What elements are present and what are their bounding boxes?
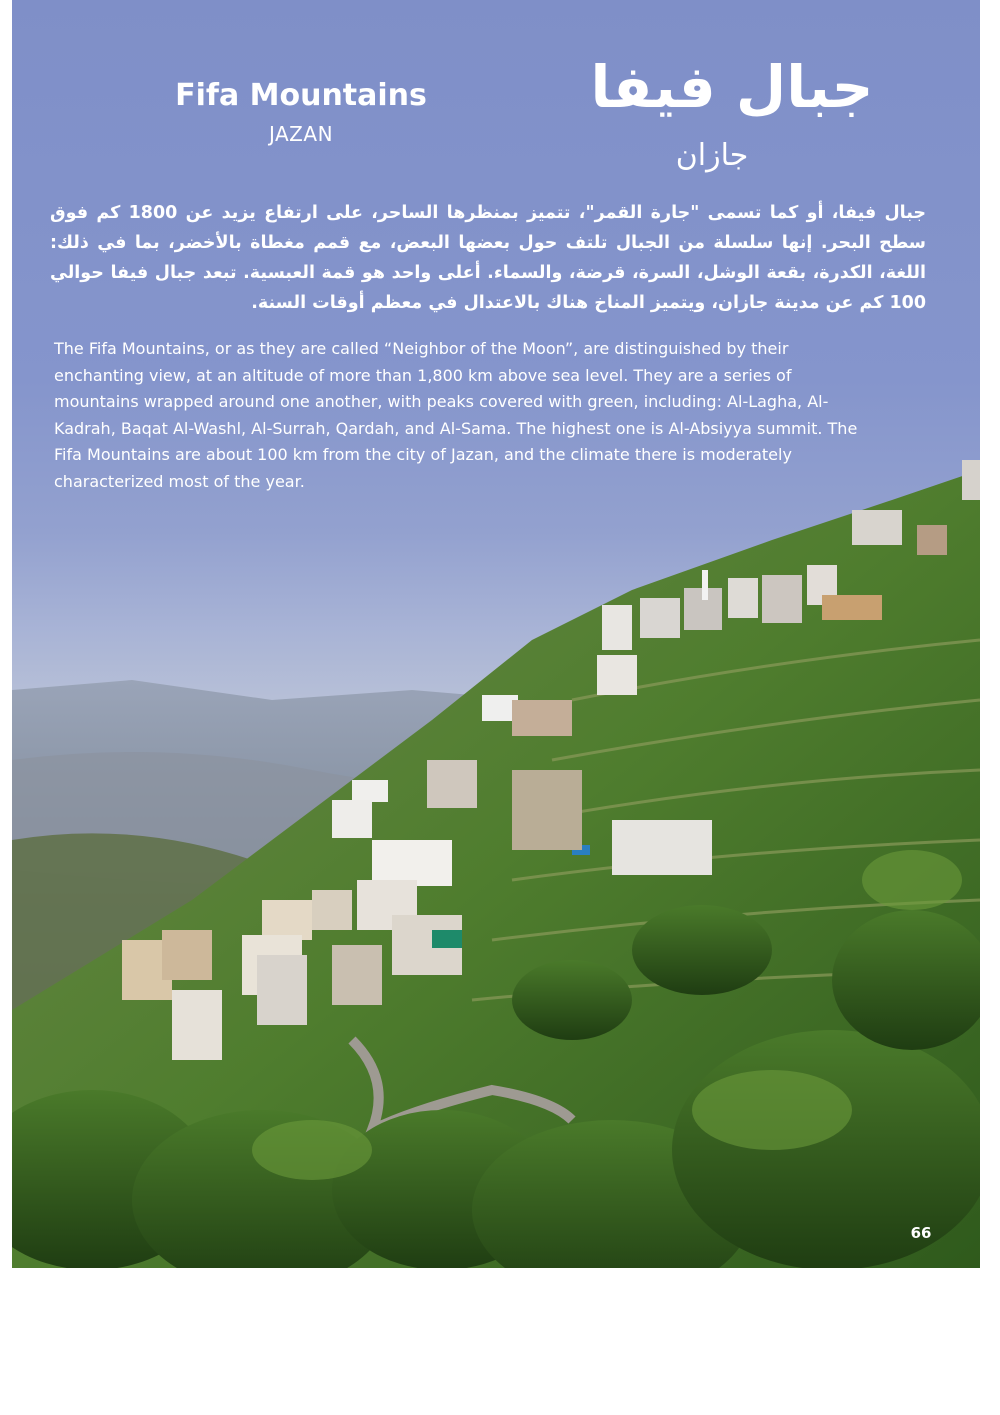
body-text-arabic: جبال فيفا، أو كما تسمى "جارة القمر"، تتميز بمنظرها الساحر، على ارتفاع يزيد عن 1800 كم فوق سطح البحر. إنها سلسلة من الجبال تلتف حول بعضها البعض، مع قمم مغطاة بالأخضر، بما في ذلك: اللغة، الكدرة، بقعة الوشل، السرة، قرضة، والسماء. أعلى واحد هو قمة العبسية. تبعد جبال فيفا حوالي 100 كم عن مدينة جازان، ويتميز المناخ هناك بالاعتدال في معظم أوقات السنة. (50, 203, 926, 313)
title-english: Fifa Mountains (175, 78, 427, 113)
mountain-landscape-photo (12, 0, 980, 1268)
page-photo (12, 0, 980, 1268)
body-text-english: The Fifa Mountains, or as they are called “Neighbor of the Moon”, are distinguished by their enchanting view, at an altitude of more than 1,800 km above sea level. They are a series of mountains wrapped around one another, with peaks covered with green, including: Al-Lagha, Al-Kadrah, Baqat Al-Washl, Al-Surrah, Qardah, and Al-Sama. The highest one is Al-Absiyya summit. The Fifa Mountains are about 100 km from the city of Jazan, and the climate there is moderately characterized most of the year. (54, 339, 858, 491)
title-arabic: جبال فيفا (590, 53, 874, 121)
page-number: 66 (910, 1224, 932, 1242)
subtitle-arabic: جازان (675, 138, 749, 173)
subtitle-english: JAZAN (268, 122, 334, 146)
